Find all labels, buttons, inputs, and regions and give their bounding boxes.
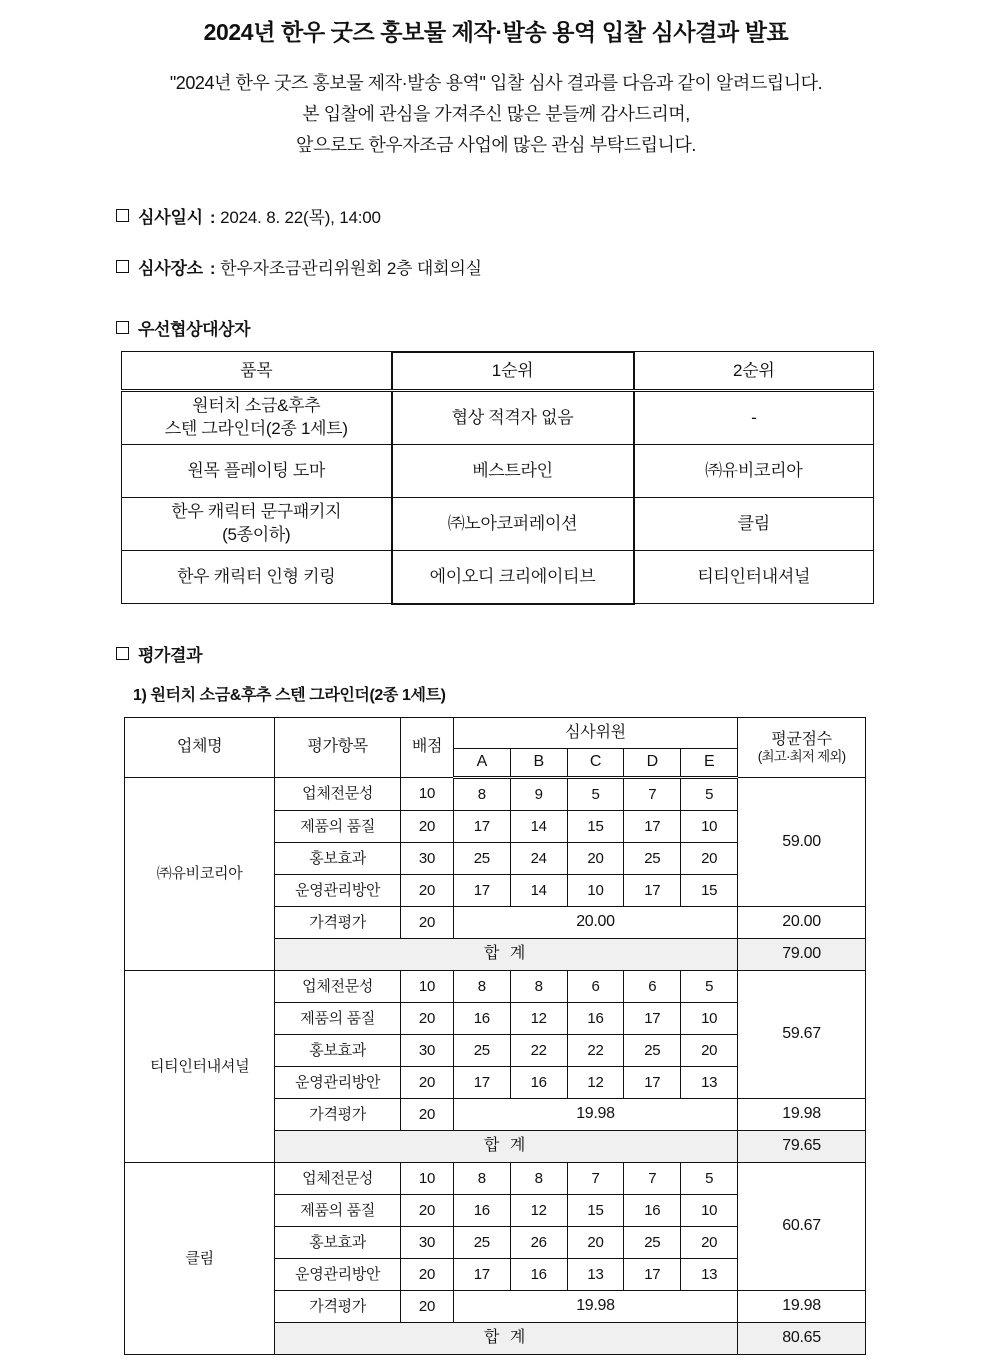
eval-score-1-2-E: 20 bbox=[681, 1034, 738, 1066]
eval-header-average-main: 평균점수 bbox=[771, 730, 832, 748]
eval-score-0-2-D: 25 bbox=[624, 842, 681, 874]
table-row bbox=[122, 497, 874, 550]
eval-total-label-0: 합 계 bbox=[275, 938, 738, 970]
eval-points-1-2: 30 bbox=[401, 1034, 454, 1066]
eval-score-0-1-E: 10 bbox=[681, 810, 738, 842]
eval-score-0-3-E: 15 bbox=[681, 874, 738, 906]
meta-colon-date: : bbox=[209, 207, 216, 227]
eval-score-0-0-C: 5 bbox=[567, 777, 624, 810]
eval-points-2-2: 30 bbox=[401, 1226, 454, 1258]
eval-score-2-0-A: 8 bbox=[453, 1162, 510, 1194]
eval-price-criteria-1: 가격평가 bbox=[275, 1098, 401, 1130]
priority-header-rank2: 2순위 bbox=[634, 352, 874, 391]
eval-criteria-1-1: 제품의 품질 bbox=[275, 1002, 401, 1034]
section-heading-results-label: 평가결과 bbox=[138, 645, 203, 665]
eval-score-1-0-D: 6 bbox=[624, 970, 681, 1002]
eval-header-judge-D: D bbox=[624, 748, 681, 777]
eval-price-points-1: 20 bbox=[401, 1098, 454, 1130]
priority-rank1-3: 에이오디 크리에이티브 bbox=[392, 550, 634, 604]
eval-score-0-2-C: 20 bbox=[567, 842, 624, 874]
bullet-square-icon bbox=[116, 260, 129, 273]
eval-average-0: 59.00 bbox=[738, 777, 866, 906]
eval-score-2-3-A: 17 bbox=[453, 1258, 510, 1290]
eval-score-0-1-D: 17 bbox=[624, 810, 681, 842]
eval-score-1-2-A: 25 bbox=[453, 1034, 510, 1066]
eval-points-0-1: 20 bbox=[401, 810, 454, 842]
eval-score-2-0-D: 7 bbox=[624, 1162, 681, 1194]
eval-score-2-0-C: 7 bbox=[567, 1162, 624, 1194]
eval-price-average-0: 20.00 bbox=[738, 906, 866, 938]
eval-price-average-1: 19.98 bbox=[738, 1098, 866, 1130]
meta-colon-place: : bbox=[209, 258, 216, 278]
eval-score-0-3-A: 17 bbox=[453, 874, 510, 906]
eval-price-value-2: 19.98 bbox=[453, 1290, 737, 1322]
priority-item-2 bbox=[122, 497, 392, 550]
priority-header-rank1: 1순위 bbox=[392, 352, 634, 391]
meta-label-place: 심사장소 bbox=[138, 258, 203, 278]
eval-score-2-3-C: 13 bbox=[567, 1258, 624, 1290]
eval-price-points-2: 20 bbox=[401, 1290, 454, 1322]
evaluation-table bbox=[124, 717, 866, 1355]
bullet-square-icon bbox=[116, 647, 129, 660]
eval-score-1-0-A: 8 bbox=[453, 970, 510, 1002]
priority-header-item: 품목 bbox=[122, 352, 392, 391]
eval-criteria-0-0: 업체전문성 bbox=[275, 777, 401, 810]
eval-points-2-3: 20 bbox=[401, 1258, 454, 1290]
eval-score-2-2-C: 20 bbox=[567, 1226, 624, 1258]
eval-total-label-1: 합 계 bbox=[275, 1130, 738, 1162]
meta-value-place: 한우자조금관리위원회 2층 대회의실 bbox=[220, 258, 482, 278]
priority-item-2-line1: 한우 캐릭터 문구패키지 bbox=[171, 502, 342, 522]
eval-average-1: 59.67 bbox=[738, 970, 866, 1098]
eval-score-1-1-D: 17 bbox=[624, 1002, 681, 1034]
eval-score-1-3-B: 16 bbox=[510, 1066, 567, 1098]
priority-item-0 bbox=[122, 390, 392, 444]
eval-average-2: 60.67 bbox=[738, 1162, 866, 1290]
eval-score-1-2-C: 22 bbox=[567, 1034, 624, 1066]
table-row bbox=[122, 550, 874, 604]
eval-header-judge-C: C bbox=[567, 748, 624, 777]
meta-block bbox=[0, 203, 992, 279]
eval-price-criteria-2: 가격평가 bbox=[275, 1290, 401, 1322]
priority-item-2-line2: (5종이하) bbox=[222, 524, 291, 544]
meta-row-place bbox=[116, 254, 992, 279]
intro-line-2: 본 입찰에 관심을 가져주신 많은 분들께 감사드리며, bbox=[302, 103, 690, 124]
priority-item-0-line1: 원터치 소금&후추 bbox=[192, 396, 321, 416]
eval-total-value-1: 79.65 bbox=[738, 1130, 866, 1162]
table-row bbox=[125, 1162, 866, 1194]
priority-rank2-3: 티티인터내셔널 bbox=[634, 550, 874, 604]
eval-score-1-1-C: 16 bbox=[567, 1002, 624, 1034]
eval-score-2-2-A: 25 bbox=[453, 1226, 510, 1258]
eval-score-0-0-E: 5 bbox=[681, 777, 738, 810]
eval-score-2-2-D: 25 bbox=[624, 1226, 681, 1258]
subsection-heading-item1: 1) 원터치 소금&후추 스텐 그라인더(2종 1세트) bbox=[133, 686, 446, 704]
eval-header-average-sub: (최고·최저 제외) bbox=[757, 748, 846, 764]
priority-table-body bbox=[122, 352, 874, 604]
priority-table-header-row bbox=[122, 352, 874, 391]
eval-header-judge-A: A bbox=[453, 748, 510, 777]
meta-label-date: 심사일시 bbox=[138, 207, 203, 227]
eval-score-0-0-B: 9 bbox=[510, 777, 567, 810]
eval-price-value-0: 20.00 bbox=[453, 906, 737, 938]
eval-score-2-0-E: 5 bbox=[681, 1162, 738, 1194]
meta-row-date bbox=[116, 203, 992, 228]
eval-score-0-3-C: 10 bbox=[567, 874, 624, 906]
eval-total-value-0: 79.00 bbox=[738, 938, 866, 970]
eval-criteria-0-1: 제품의 품질 bbox=[275, 810, 401, 842]
priority-negotiation-table bbox=[121, 351, 874, 605]
eval-points-1-3: 20 bbox=[401, 1066, 454, 1098]
eval-score-1-1-E: 10 bbox=[681, 1002, 738, 1034]
eval-total-label-2: 합 계 bbox=[275, 1322, 738, 1354]
eval-criteria-1-0: 업체전문성 bbox=[275, 970, 401, 1002]
eval-points-2-0: 10 bbox=[401, 1162, 454, 1194]
eval-score-0-3-B: 14 bbox=[510, 874, 567, 906]
eval-score-0-1-B: 14 bbox=[510, 810, 567, 842]
eval-score-2-1-E: 10 bbox=[681, 1194, 738, 1226]
eval-criteria-2-2: 홍보효과 bbox=[275, 1226, 401, 1258]
eval-score-1-1-A: 16 bbox=[453, 1002, 510, 1034]
eval-total-value-2: 80.65 bbox=[738, 1322, 866, 1354]
eval-score-2-3-E: 13 bbox=[681, 1258, 738, 1290]
intro-paragraph bbox=[0, 68, 992, 161]
eval-price-average-2: 19.98 bbox=[738, 1290, 866, 1322]
eval-score-1-0-C: 6 bbox=[567, 970, 624, 1002]
eval-score-1-1-B: 12 bbox=[510, 1002, 567, 1034]
eval-points-1-0: 10 bbox=[401, 970, 454, 1002]
eval-points-0-3: 20 bbox=[401, 874, 454, 906]
eval-criteria-2-3: 운영관리방안 bbox=[275, 1258, 401, 1290]
priority-rank2-0: - bbox=[634, 390, 874, 444]
eval-score-2-1-A: 16 bbox=[453, 1194, 510, 1226]
eval-score-2-1-C: 15 bbox=[567, 1194, 624, 1226]
priority-item-3: 한우 캐릭터 인형 키링 bbox=[122, 550, 392, 604]
eval-price-points-0: 20 bbox=[401, 906, 454, 938]
eval-score-2-2-B: 26 bbox=[510, 1226, 567, 1258]
eval-score-1-2-D: 25 bbox=[624, 1034, 681, 1066]
eval-score-0-2-A: 25 bbox=[453, 842, 510, 874]
eval-points-0-0: 10 bbox=[401, 777, 454, 810]
evaluation-header-row-top bbox=[125, 717, 866, 748]
eval-company-0: ㈜유비코리아 bbox=[125, 777, 275, 970]
table-row bbox=[122, 444, 874, 497]
eval-header-average bbox=[738, 717, 866, 777]
page-title: 2024년 한우 굿즈 홍보물 제작·발송 용역 입찰 심사결과 발표 bbox=[203, 19, 789, 45]
eval-points-1-1: 20 bbox=[401, 1002, 454, 1034]
eval-score-1-3-C: 12 bbox=[567, 1066, 624, 1098]
eval-score-0-2-E: 20 bbox=[681, 842, 738, 874]
eval-score-2-1-D: 16 bbox=[624, 1194, 681, 1226]
section-heading-priority-label: 우선협상대상자 bbox=[138, 319, 251, 339]
bullet-square-icon bbox=[116, 321, 129, 334]
table-row bbox=[125, 970, 866, 1002]
intro-line-1: "2024년 한우 굿즈 홍보물 제작·발송 용역" 입찰 심사 결과를 다음과 같이 알려드립니다. bbox=[169, 72, 823, 93]
eval-score-0-3-D: 17 bbox=[624, 874, 681, 906]
eval-score-0-0-D: 7 bbox=[624, 777, 681, 810]
eval-company-1: 티티인터내셔널 bbox=[125, 970, 275, 1162]
priority-item-0-line2: 스텐 그라인더(2종 1세트) bbox=[164, 418, 348, 438]
meta-value-date: 2024. 8. 22(목), 14:00 bbox=[220, 207, 381, 227]
eval-score-0-1-A: 17 bbox=[453, 810, 510, 842]
eval-header-judge-B: B bbox=[510, 748, 567, 777]
eval-header-points: 배점 bbox=[401, 717, 454, 777]
intro-line-3: 앞으로도 한우자조금 사업에 많은 관심 부탁드립니다. bbox=[296, 134, 696, 155]
eval-header-company: 업체명 bbox=[125, 717, 275, 777]
bullet-square-icon bbox=[116, 209, 129, 222]
section-heading-priority bbox=[0, 315, 992, 340]
evaluation-table-body bbox=[125, 717, 866, 1354]
eval-score-1-3-A: 17 bbox=[453, 1066, 510, 1098]
eval-price-value-1: 19.98 bbox=[453, 1098, 737, 1130]
eval-score-2-2-E: 20 bbox=[681, 1226, 738, 1258]
table-row bbox=[122, 390, 874, 444]
eval-company-2: 클림 bbox=[125, 1162, 275, 1354]
section-heading-results bbox=[0, 641, 992, 666]
eval-score-2-3-B: 16 bbox=[510, 1258, 567, 1290]
eval-header-judge-E: E bbox=[681, 748, 738, 777]
eval-criteria-2-1: 제품의 품질 bbox=[275, 1194, 401, 1226]
eval-header-criteria: 평가항목 bbox=[275, 717, 401, 777]
eval-points-0-2: 30 bbox=[401, 842, 454, 874]
eval-score-0-0-A: 8 bbox=[453, 777, 510, 810]
eval-criteria-1-3: 운영관리방안 bbox=[275, 1066, 401, 1098]
document-page bbox=[0, 18, 992, 1360]
table-row bbox=[125, 777, 866, 810]
eval-score-1-3-D: 17 bbox=[624, 1066, 681, 1098]
eval-score-1-0-B: 8 bbox=[510, 970, 567, 1002]
eval-criteria-1-2: 홍보효과 bbox=[275, 1034, 401, 1066]
priority-rank1-2: ㈜노아코퍼레이션 bbox=[392, 497, 634, 550]
priority-rank1-0: 협상 적격자 없음 bbox=[392, 390, 634, 444]
eval-score-2-3-D: 17 bbox=[624, 1258, 681, 1290]
eval-score-0-2-B: 24 bbox=[510, 842, 567, 874]
eval-points-2-1: 20 bbox=[401, 1194, 454, 1226]
priority-rank2-1: ㈜유비코리아 bbox=[634, 444, 874, 497]
eval-score-1-3-E: 13 bbox=[681, 1066, 738, 1098]
eval-header-judges-group: 심사위원 bbox=[453, 717, 737, 748]
eval-criteria-2-0: 업체전문성 bbox=[275, 1162, 401, 1194]
priority-rank2-2: 클림 bbox=[634, 497, 874, 550]
eval-score-0-1-C: 15 bbox=[567, 810, 624, 842]
eval-score-2-1-B: 12 bbox=[510, 1194, 567, 1226]
eval-criteria-0-2: 홍보효과 bbox=[275, 842, 401, 874]
eval-price-criteria-0: 가격평가 bbox=[275, 906, 401, 938]
priority-rank1-1: 베스트라인 bbox=[392, 444, 634, 497]
eval-score-1-2-B: 22 bbox=[510, 1034, 567, 1066]
eval-score-2-0-B: 8 bbox=[510, 1162, 567, 1194]
eval-criteria-0-3: 운영관리방안 bbox=[275, 874, 401, 906]
priority-item-1: 원목 플레이팅 도마 bbox=[122, 444, 392, 497]
eval-score-1-0-E: 5 bbox=[681, 970, 738, 1002]
